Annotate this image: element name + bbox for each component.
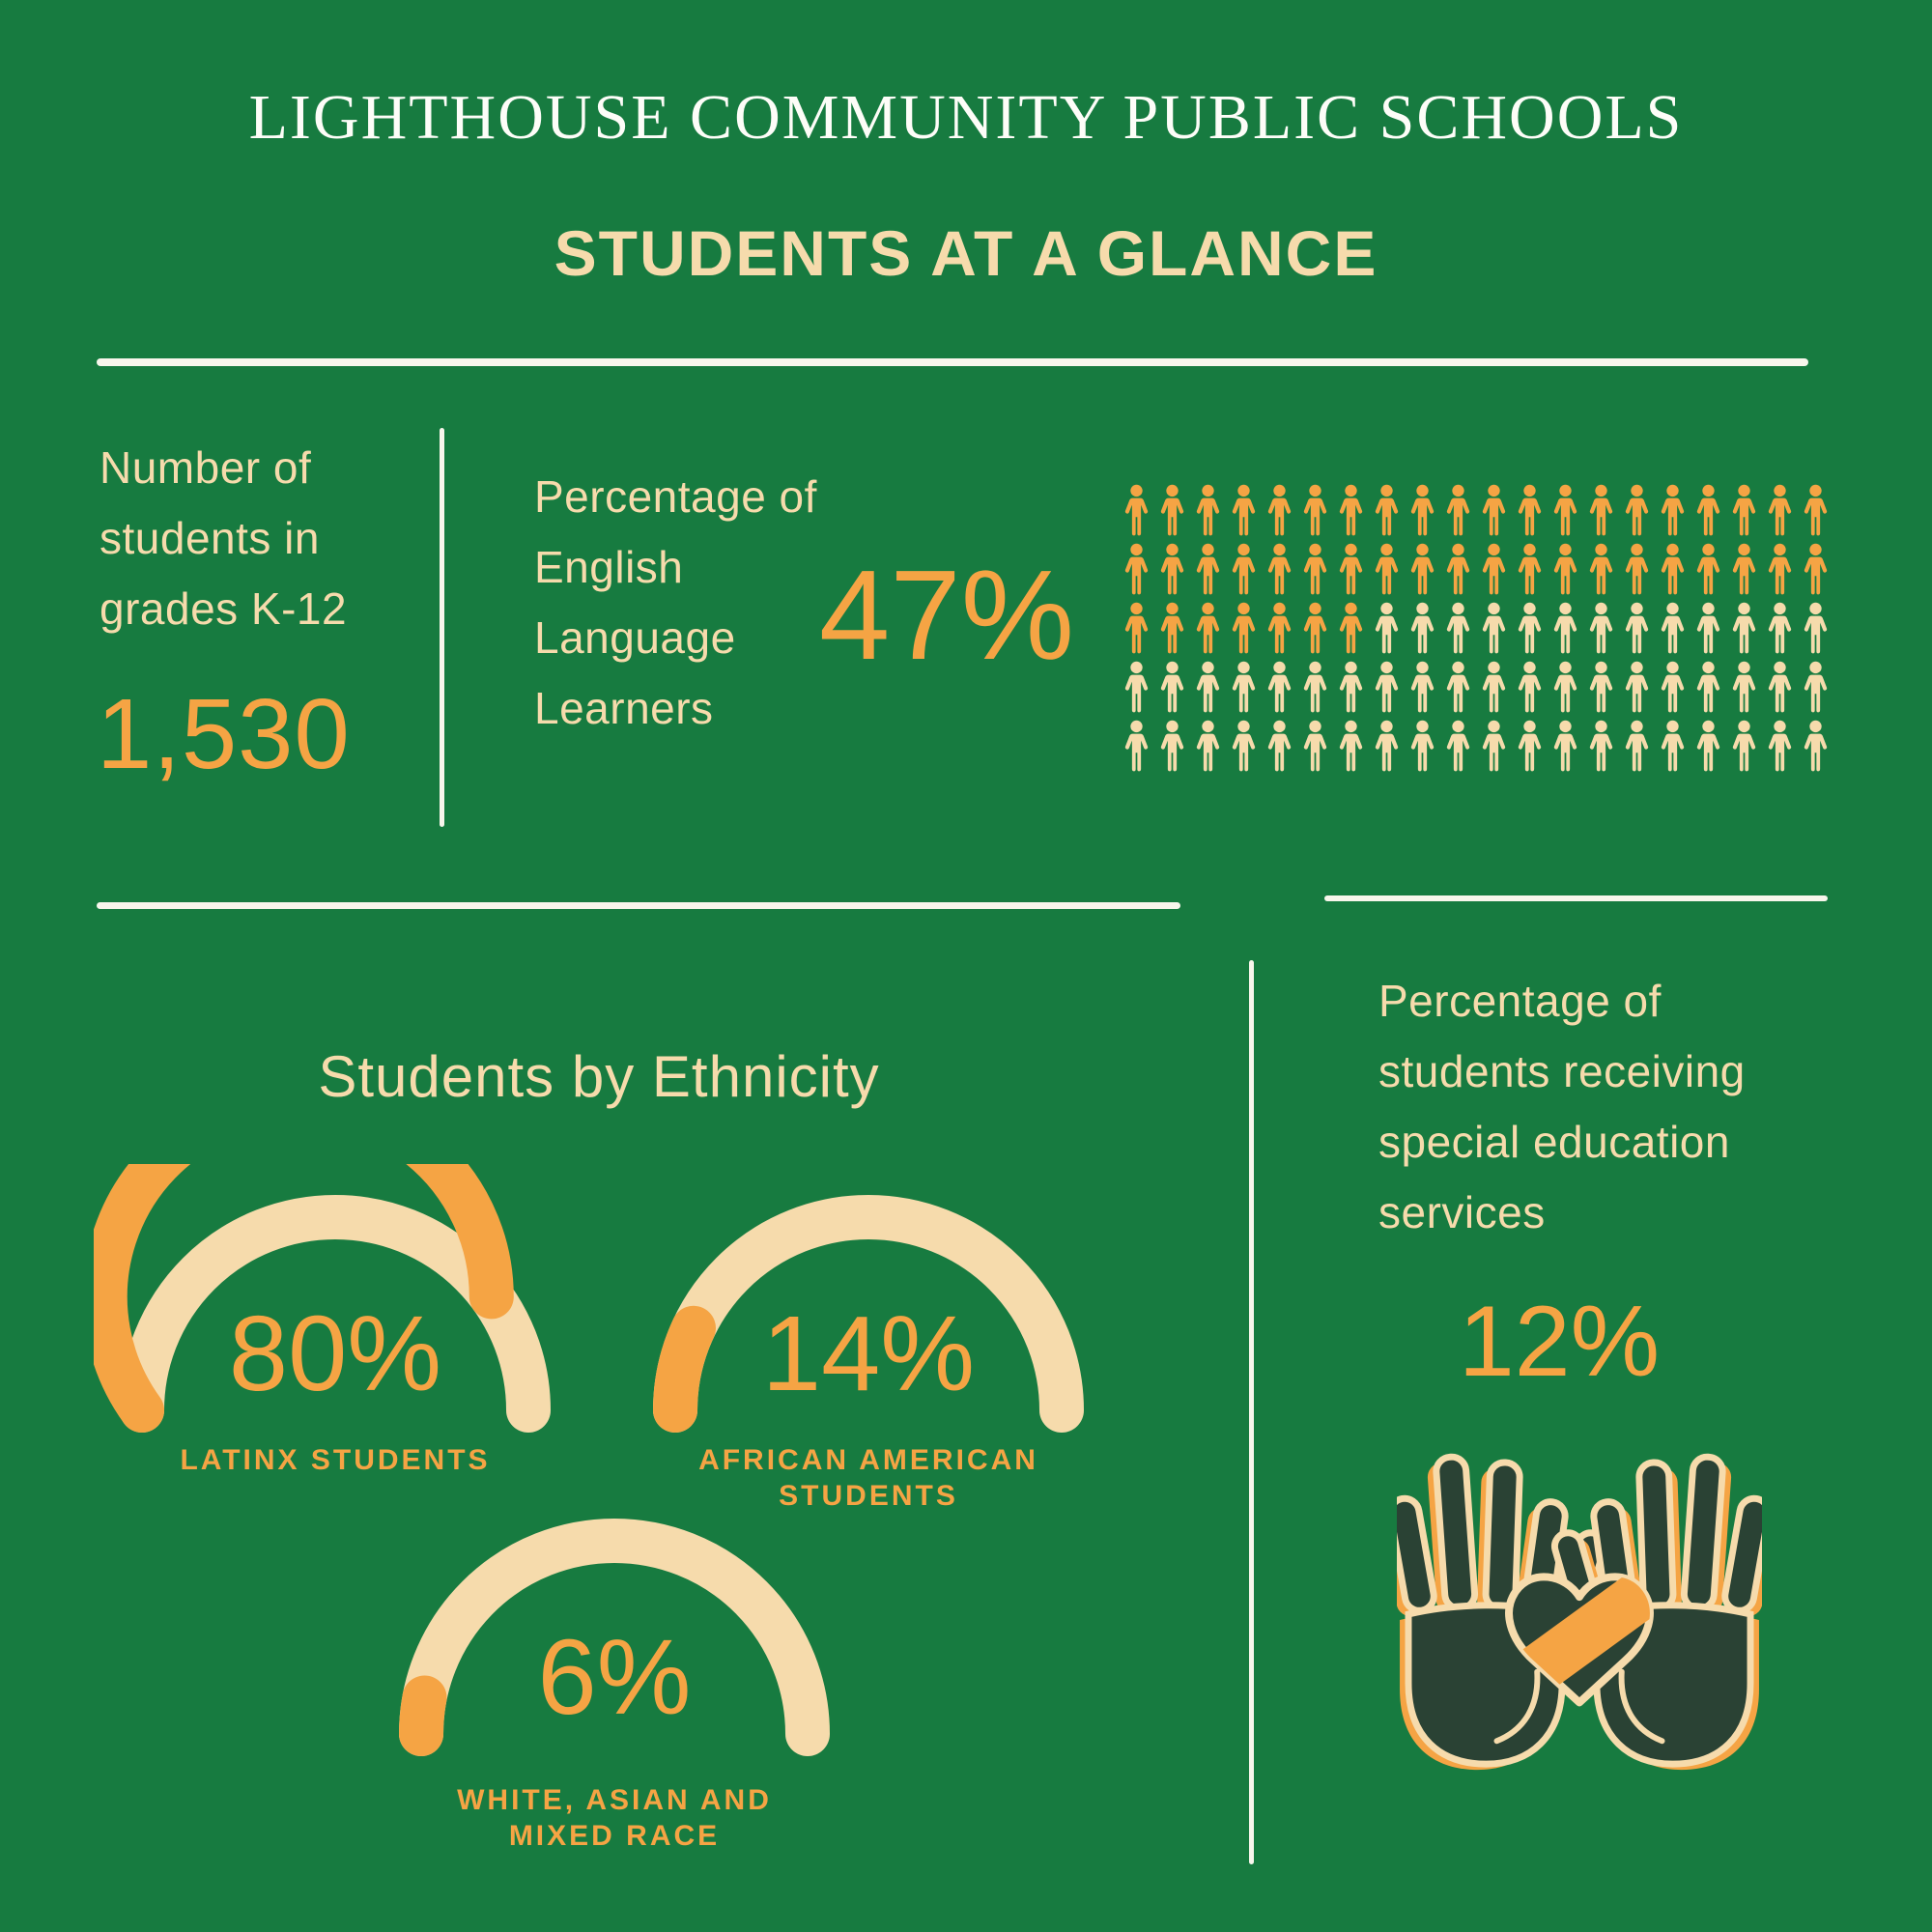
person-icon (1624, 602, 1650, 654)
person-icon (1302, 484, 1328, 536)
sped-value: 12% (1458, 1286, 1661, 1398)
person-icon (1731, 602, 1757, 654)
person-icon (1266, 661, 1293, 713)
ethnicity-title: Students by Ethnicity (318, 1044, 880, 1109)
person-icon (1338, 602, 1364, 654)
person-icon (1445, 484, 1471, 536)
text-line: special education (1378, 1117, 1730, 1167)
person-icon (1695, 661, 1721, 713)
person-icon (1803, 543, 1829, 595)
divider-vertical-bottom (1249, 960, 1254, 1864)
text-line: Percentage of (1378, 976, 1662, 1026)
person-icon (1660, 720, 1686, 772)
person-icon (1695, 720, 1721, 772)
hands-holding-heart-icon (1397, 1441, 1762, 1787)
person-icon (1695, 543, 1721, 595)
person-icon (1695, 484, 1721, 536)
person-icon (1302, 661, 1328, 713)
person-icon (1624, 484, 1650, 536)
person-icon (1231, 602, 1257, 654)
person-icon (1159, 720, 1185, 772)
person-icon (1338, 661, 1364, 713)
text-line: AFRICAN AMERICAN (698, 1444, 1038, 1476)
person-icon (1624, 720, 1650, 772)
person-icon (1552, 543, 1578, 595)
person-icon (1195, 543, 1221, 595)
person-icon (1195, 602, 1221, 654)
person-icon (1266, 602, 1293, 654)
text-line: services (1378, 1187, 1546, 1237)
person-icon (1338, 543, 1364, 595)
person-icon (1374, 543, 1400, 595)
person-icon (1481, 720, 1507, 772)
person-icon (1374, 661, 1400, 713)
text-line: MIXED RACE (508, 1820, 721, 1852)
person-icon (1731, 661, 1757, 713)
person-icon (1767, 484, 1793, 536)
person-icon (1123, 720, 1150, 772)
text-line: English (534, 542, 684, 592)
person-icon (1588, 602, 1614, 654)
gauge-value: 6% (537, 1618, 692, 1737)
person-icon (1517, 484, 1543, 536)
gauge-value: 80% (228, 1294, 442, 1413)
text-line: Language (534, 612, 736, 663)
text-line: STUDENTS (779, 1480, 958, 1512)
person-icon (1695, 602, 1721, 654)
enrollment-label (99, 433, 347, 644)
sped-label (1378, 966, 1746, 1248)
person-icon (1481, 484, 1507, 536)
person-icon (1767, 661, 1793, 713)
person-icon (1338, 484, 1364, 536)
person-icon (1231, 661, 1257, 713)
ell-value: 47% (818, 544, 1075, 686)
person-icon (1624, 543, 1650, 595)
text-line: students in (99, 513, 320, 563)
enrollment-value: 1,530 (97, 678, 351, 789)
gauge-label (373, 1782, 856, 1854)
person-icon (1445, 661, 1471, 713)
gauge-value: 14% (761, 1294, 976, 1413)
text-line: Number of (99, 442, 312, 493)
person-icon (1195, 720, 1221, 772)
person-icon (1195, 484, 1221, 536)
person-icon (1302, 543, 1328, 595)
gauge-white-asian-mixed (373, 1488, 856, 1893)
person-icon (1231, 484, 1257, 536)
person-icon (1731, 720, 1757, 772)
text-line: LATINX STUDENTS (180, 1444, 491, 1476)
person-icon (1767, 543, 1793, 595)
person-icon (1302, 720, 1328, 772)
person-icon (1123, 661, 1150, 713)
person-icon (1266, 543, 1293, 595)
person-icon (1445, 543, 1471, 595)
person-icon (1660, 543, 1686, 595)
person-icon (1588, 661, 1614, 713)
person-icon (1266, 720, 1293, 772)
person-icon (1552, 484, 1578, 536)
person-icon (1409, 720, 1435, 772)
divider-top (97, 358, 1808, 366)
person-icon (1552, 661, 1578, 713)
person-icon (1409, 484, 1435, 536)
person-icon (1481, 661, 1507, 713)
person-icon (1374, 720, 1400, 772)
person-icon (1159, 484, 1185, 536)
person-icon (1123, 543, 1150, 595)
ell-pictogram-chart (1123, 484, 1829, 772)
person-icon (1338, 720, 1364, 772)
person-icon (1195, 661, 1221, 713)
person-icon (1517, 602, 1543, 654)
person-icon (1159, 602, 1185, 654)
person-icon (1552, 720, 1578, 772)
person-icon (1445, 720, 1471, 772)
person-icon (1731, 543, 1757, 595)
person-icon (1481, 543, 1507, 595)
person-icon (1159, 543, 1185, 595)
divider-vertical-top (440, 428, 444, 827)
person-icon (1302, 602, 1328, 654)
person-icon (1660, 661, 1686, 713)
divider-middle-left (97, 902, 1180, 909)
person-icon (1660, 484, 1686, 536)
person-icon (1517, 720, 1543, 772)
person-icon (1481, 602, 1507, 654)
person-icon (1517, 661, 1543, 713)
person-icon (1588, 543, 1614, 595)
person-icon (1517, 543, 1543, 595)
person-icon (1767, 720, 1793, 772)
person-icon (1767, 602, 1793, 654)
text-line: students receiving (1378, 1046, 1746, 1096)
person-icon (1374, 484, 1400, 536)
person-icon (1123, 484, 1150, 536)
person-icon (1159, 661, 1185, 713)
text-line: Percentage of (534, 471, 817, 522)
text-line: WHITE, ASIAN AND (457, 1784, 772, 1816)
person-icon (1409, 543, 1435, 595)
person-icon (1231, 720, 1257, 772)
person-icon (1731, 484, 1757, 536)
person-icon (1123, 602, 1150, 654)
text-line: Learners (534, 683, 714, 733)
person-icon (1266, 484, 1293, 536)
person-icon (1803, 720, 1829, 772)
divider-middle-right (1324, 895, 1828, 901)
gauge-label (94, 1442, 577, 1478)
person-icon (1374, 602, 1400, 654)
page-subtitle: STUDENTS AT A GLANCE (554, 217, 1378, 289)
person-icon (1231, 543, 1257, 595)
person-icon (1409, 661, 1435, 713)
person-icon (1445, 602, 1471, 654)
person-icon (1803, 661, 1829, 713)
person-icon (1660, 602, 1686, 654)
text-line: grades K-12 (99, 583, 348, 634)
page-title: LIGHTHOUSE COMMUNITY PUBLIC SCHOOLS (248, 82, 1684, 153)
person-icon (1552, 602, 1578, 654)
person-icon (1588, 484, 1614, 536)
person-icon (1803, 484, 1829, 536)
person-icon (1624, 661, 1650, 713)
person-icon (1588, 720, 1614, 772)
person-icon (1409, 602, 1435, 654)
person-icon (1803, 602, 1829, 654)
